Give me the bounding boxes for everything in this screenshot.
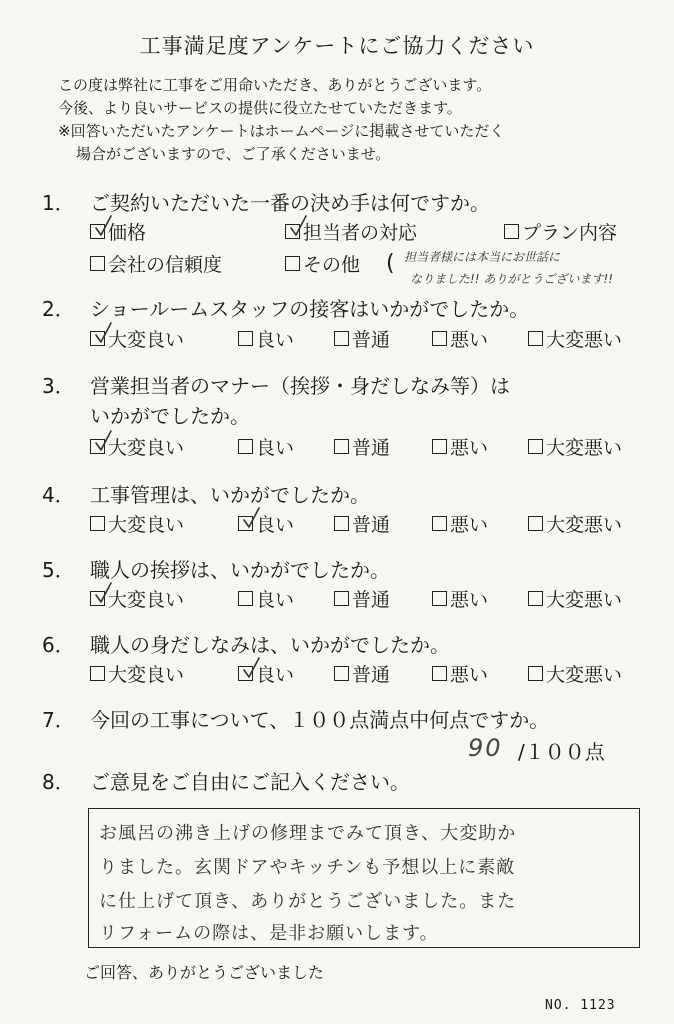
comment-box[interactable] — [88, 808, 640, 948]
checkbox[interactable] — [504, 224, 519, 239]
question-text: いかがでしたか。 — [90, 404, 250, 428]
option-label: 大変良い — [108, 588, 185, 611]
checkbox[interactable] — [285, 256, 300, 271]
question-number: 6． — [42, 633, 75, 657]
q3-option[interactable] — [90, 433, 184, 459]
question-3 — [42, 370, 662, 399]
q2-option[interactable] — [432, 325, 488, 351]
q5-option[interactable] — [90, 585, 184, 611]
checkbox[interactable] — [238, 331, 253, 346]
q5-option[interactable] — [528, 585, 622, 611]
q5-option[interactable] — [238, 585, 294, 611]
checkbox[interactable] — [90, 224, 105, 239]
checkbox[interactable] — [285, 224, 300, 239]
q4-option[interactable] — [334, 510, 390, 536]
question-8 — [42, 766, 662, 795]
comment-line: りました。玄関ドアやキッチンも予想以上に素敵 — [99, 857, 516, 878]
q1-option[interactable] — [285, 218, 417, 244]
option-label: 悪い — [450, 328, 489, 351]
handwritten-note: 担当者様には本当にお世話に — [404, 250, 561, 264]
checkbox[interactable] — [90, 666, 105, 681]
checkbox[interactable] — [432, 439, 447, 454]
q6-option[interactable] — [432, 660, 488, 686]
q3-option[interactable] — [238, 433, 294, 459]
question-text: 職人の身だしなみは、いかがでしたか。 — [90, 633, 450, 657]
option-label: 大変悪い — [546, 588, 623, 611]
q6-option[interactable] — [334, 660, 390, 686]
q1-option[interactable] — [504, 218, 617, 244]
checkbox[interactable] — [334, 666, 349, 681]
option-label: 普通 — [352, 588, 391, 611]
option-label: 大変良い — [108, 436, 185, 459]
checkbox[interactable] — [238, 666, 253, 681]
q2-option[interactable] — [528, 325, 622, 351]
q2-options — [90, 325, 650, 351]
q5-option[interactable] — [334, 585, 390, 611]
option-label: 普通 — [352, 328, 391, 351]
option-label: 会社の信頼度 — [108, 253, 223, 276]
comment-line: に仕上げて頂き、ありがとうございました。また — [99, 891, 517, 912]
option-label: 大変悪い — [546, 663, 623, 686]
score-value[interactable]: 90 — [468, 734, 503, 762]
checkbox[interactable] — [334, 516, 349, 531]
option-label: 悪い — [450, 588, 489, 611]
option-label: 普通 — [352, 663, 391, 686]
q1-options-row1 — [90, 218, 650, 244]
checkbox[interactable] — [432, 591, 447, 606]
q4-options — [90, 510, 650, 536]
q6-option[interactable] — [238, 660, 294, 686]
option-label: プラン内容 — [522, 221, 618, 244]
q1-option[interactable] — [90, 218, 146, 244]
question-5 — [42, 554, 662, 583]
checkbox[interactable] — [334, 591, 349, 606]
option-label: その他 — [303, 253, 361, 276]
q3-option[interactable] — [432, 433, 488, 459]
checkbox[interactable] — [528, 439, 543, 454]
checkbox[interactable] — [432, 666, 447, 681]
serial-number: NO. 1123 — [545, 998, 616, 1013]
q2-option[interactable] — [238, 325, 294, 351]
footer-thanks: ご回答、ありがとうございました — [84, 963, 325, 982]
q6-option[interactable] — [90, 660, 184, 686]
question-2 — [42, 293, 662, 322]
question-number: 5． — [42, 558, 75, 582]
checkbox[interactable] — [432, 331, 447, 346]
checkbox[interactable] — [238, 516, 253, 531]
q5-options — [90, 585, 650, 611]
question-text: 工事管理は、いかがでしたか。 — [90, 483, 370, 507]
option-label: 大変良い — [108, 328, 185, 351]
checkbox[interactable] — [90, 256, 105, 271]
question-number: 7． — [42, 708, 75, 732]
intro-text — [58, 74, 658, 166]
q4-option[interactable] — [238, 510, 294, 536]
q3-options — [90, 433, 650, 459]
question-text: 今回の工事について、１００点満点中何点ですか。 — [90, 708, 550, 732]
checkbox[interactable] — [528, 591, 543, 606]
question-text: 職人の挨拶は、いかがでしたか。 — [90, 558, 390, 582]
q3-option[interactable] — [528, 433, 622, 459]
checkbox[interactable] — [334, 439, 349, 454]
q1-option[interactable] — [285, 250, 360, 276]
option-label: 大変悪い — [546, 513, 623, 536]
question-6 — [42, 629, 662, 658]
option-label: 普通 — [352, 513, 391, 536]
checkbox[interactable] — [90, 331, 105, 346]
note-paren: ( — [386, 250, 395, 276]
option-label: 担当者の対応 — [303, 221, 418, 244]
q4-option[interactable] — [528, 510, 622, 536]
q3-option[interactable] — [334, 433, 390, 459]
intro-line: 今後、より良いサービスの提供に役立たせていただきます。 — [58, 99, 462, 117]
question-number: 4． — [42, 483, 75, 507]
option-label: 価格 — [108, 221, 147, 244]
question-7 — [42, 704, 662, 733]
handwritten-note: なりました!! ありがとうございます!! — [410, 272, 614, 286]
intro-line: ※回答いただいたアンケートはホームページに掲載させていただく — [58, 122, 505, 140]
question-number: 2． — [42, 297, 75, 321]
q6-option[interactable] — [528, 660, 622, 686]
question-number: 1． — [42, 191, 75, 215]
checkbox[interactable] — [528, 516, 543, 531]
question-text: ショールームスタッフの接客はいかがでしたか。 — [90, 297, 530, 321]
question-number: 3． — [42, 374, 75, 398]
intro-line: 場合がございますので、ご了承くださいませ。 — [76, 145, 391, 163]
q5-option[interactable] — [432, 585, 488, 611]
checkbox[interactable] — [90, 516, 105, 531]
option-label: 悪い — [450, 663, 489, 686]
checkbox[interactable] — [238, 439, 253, 454]
option-label: 大変悪い — [546, 328, 623, 351]
question-text: ご契約いただいた一番の決め手は何ですか。 — [90, 191, 490, 215]
option-label: 悪い — [450, 513, 489, 536]
checkbox[interactable] — [528, 331, 543, 346]
q4-option[interactable] — [90, 510, 184, 536]
option-label: 良い — [256, 328, 295, 351]
option-label: 良い — [256, 436, 295, 459]
checkbox[interactable] — [238, 591, 253, 606]
q1-option[interactable] — [90, 250, 222, 276]
checkbox[interactable] — [432, 516, 447, 531]
option-label: 大変良い — [108, 513, 185, 536]
option-label: 普通 — [352, 436, 391, 459]
checkbox[interactable] — [528, 666, 543, 681]
option-label: 良い — [256, 588, 295, 611]
checkbox[interactable] — [334, 331, 349, 346]
score-total: /１００点 — [518, 740, 605, 764]
q2-option[interactable] — [90, 325, 184, 351]
checkbox[interactable] — [90, 591, 105, 606]
option-label: 悪い — [450, 436, 489, 459]
comment-line: お風呂の沸き上げの修理までみて頂き、大変助か — [99, 823, 517, 844]
q2-option[interactable] — [334, 325, 390, 351]
question-4 — [42, 479, 662, 508]
question-1 — [42, 187, 662, 216]
question-3-cont — [42, 400, 662, 429]
question-number: 8． — [42, 770, 75, 794]
comment-line: リフォームの際は、是非お願いします。 — [99, 923, 439, 944]
survey-title: 工事満足度アンケートにご協力ください — [139, 34, 535, 58]
question-text: ご意見をご自由にご記入ください。 — [90, 770, 410, 794]
checkbox[interactable] — [90, 439, 105, 454]
intro-line: この度は弊社に工事をご用命いただき、ありがとうございます。 — [58, 76, 492, 94]
question-text: 営業担当者のマナー（挨拶・身だしなみ等）は — [90, 374, 510, 398]
option-label: 良い — [256, 663, 295, 686]
q6-options — [90, 660, 650, 686]
q4-option[interactable] — [432, 510, 488, 536]
option-label: 良い — [256, 513, 295, 536]
option-label: 大変良い — [108, 663, 185, 686]
option-label: 大変悪い — [546, 436, 623, 459]
